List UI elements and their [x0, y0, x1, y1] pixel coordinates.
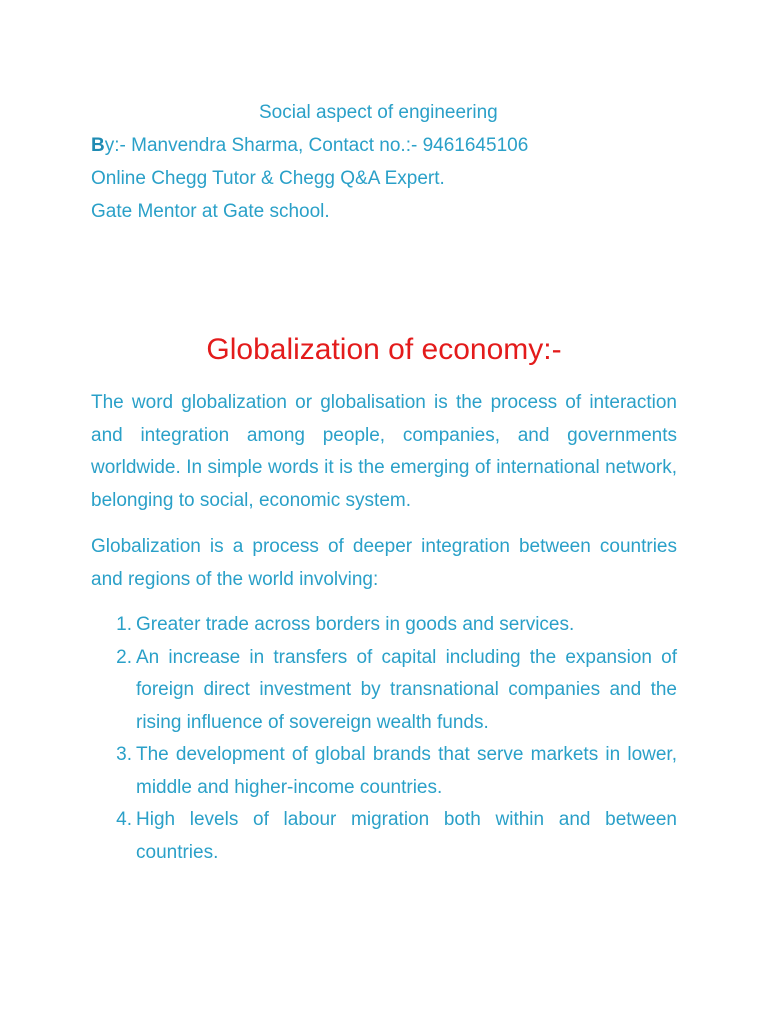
- author-prefix: B: [91, 135, 105, 156]
- paragraph-integration: Globalization is a process of deeper integration between countries and regions of the world involving:: [91, 536, 677, 590]
- author-header: [91, 96, 691, 228]
- list-number: 1.: [116, 614, 132, 635]
- list-number: 2.: [116, 646, 132, 668]
- list-number: 3.: [116, 744, 132, 765]
- list-item: [91, 804, 677, 869]
- list-text: High levels of labour migration both within and between countries.: [136, 809, 677, 863]
- author-contact: y:- Manvendra Sharma, Contact no.:- 9461645106: [104, 135, 529, 156]
- list-text: The development of global brands that serve markets in lower, middle and higher-income countries.: [136, 744, 677, 798]
- list-item: [91, 642, 677, 740]
- author-line: [91, 129, 691, 162]
- subject-line: Social aspect of engineering: [259, 102, 498, 123]
- author-role-mentor: Gate Mentor at Gate school.: [91, 201, 330, 222]
- list-number: 4.: [116, 809, 132, 830]
- list-item: [91, 739, 677, 804]
- author-role-tutor: Online Chegg Tutor & Chegg Q&A Expert.: [91, 168, 445, 189]
- numbered-list: [91, 609, 677, 869]
- list-item: [91, 609, 677, 642]
- list-text: Greater trade across borders in goods and services.: [136, 614, 575, 635]
- paragraph-definition: The word globalization or globalisation is the process of interaction and integration among people, companies, and governments worldwide. In simple words it is the emerging of international network, belonging to social, economic system.: [91, 392, 677, 511]
- section-title: Globalization of economy:-: [206, 333, 562, 366]
- list-text: An increase in transfers of capital including the expansion of foreign direct investment by transnational companies and the rising influence of sovereign wealth funds.: [136, 646, 677, 733]
